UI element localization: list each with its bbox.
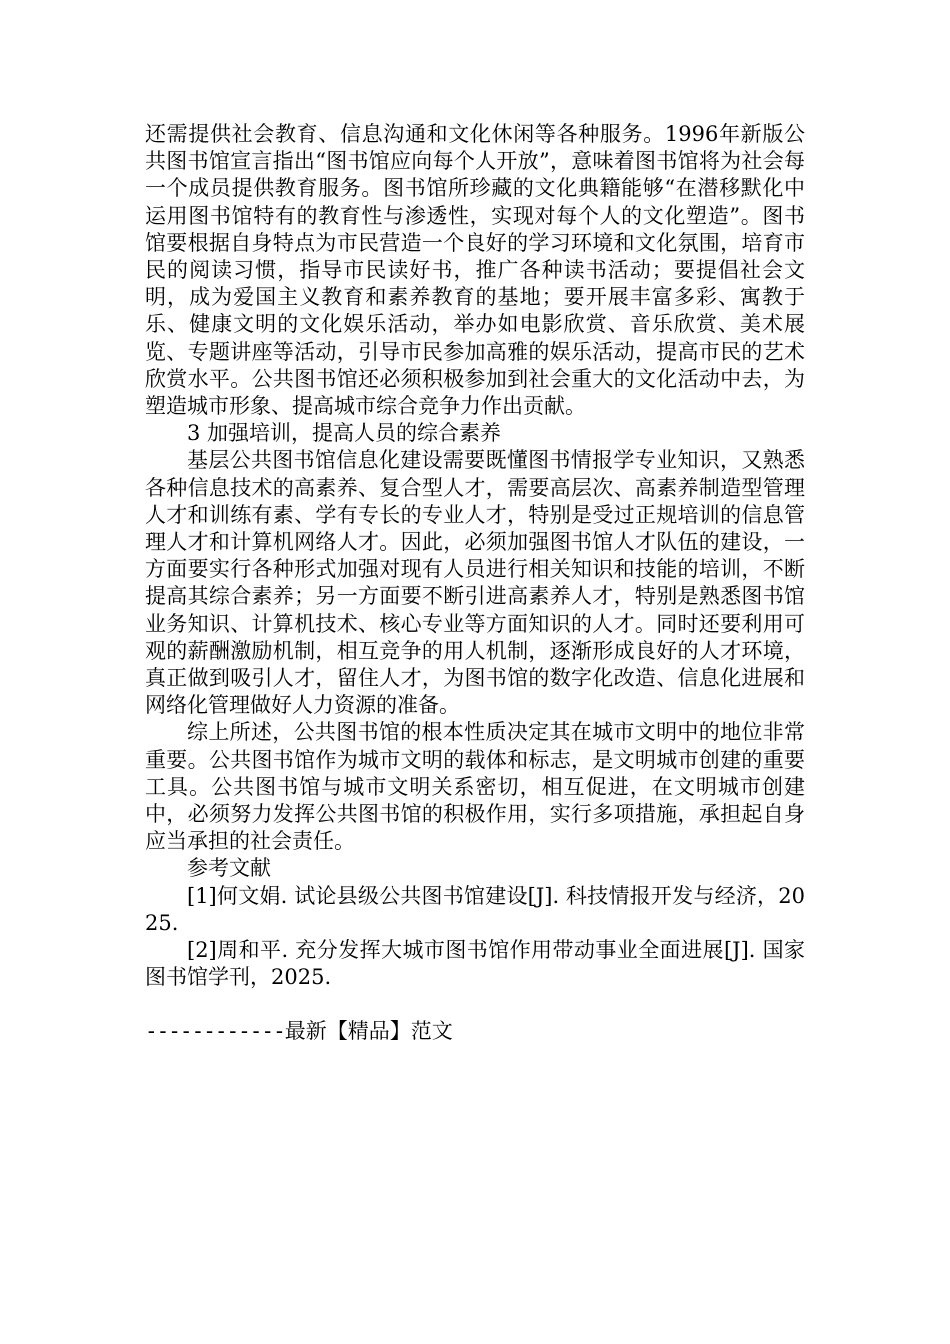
footer-label: 最新【精品】范文 [284,1019,453,1043]
section-heading-3: 3 加强培训，提高人员的综合素养 [187,421,502,446]
body-paragraph-2: 基层公共图书馆信息化建设需要既懂图书情报学专业知识，又熟悉各种信息技术的高素养、复合型人才，需要高层次、高素养制造型管理人才和训练有素、学有专长的专业人才，特别是受过正规培训的信息管理人才和计算机网络人才。因此，必须加强图书馆人才队伍的建设，一方面要实行各种形式加强对现有人员进行相关知识和技能的培训，不断提高其综合素养；另一方面要不断引进高素养人才，特别是熟悉图书馆业务知识、计算机技术、核心专业等方面知识的人才。同时还要利用可观的薪酬激励机制，相互竞争的用人机制，逐渐形成良好的人才环境，真正做到吸引人才，留住人才，为图书馆的数字化改造、信息化进展和网络化管理做好人力资源的准备。 [145,448,805,718]
footer-banner [145,1017,453,1045]
references-title: 参考文献 [187,856,271,881]
reference-item-1: [1]何文娟. 试论县级公共图书馆建设[J]. 科技情报开发与经济，2025. [145,883,805,935]
document-body [145,121,805,992]
body-paragraph-3: 综上所述，公共图书馆的根本性质决定其在城市文明中的地位非常重要。公共图书馆作为城市文明的载体和标志，是文明城市创建的重要工具。公共图书馆与城市文明关系密切，相互促进，在文明城市创建中，必须努力发挥公共图书馆的积极作用，实行多项措施，承担起自身应当承担的社会责任。 [145,720,805,854]
body-paragraph-1: 还需提供社会教育、信息沟通和文化休闲等各种服务。1996年新版公共图书馆宣言指出“图书馆应向每个人开放”，意味着图书馆将为社会每一个成员提供教育服务。图书馆所珍藏的文化典籍能够“在潜移默化中运用图书馆特有的教育性与渗透性，实现对每个人的文化塑造”。图书馆要根据自身特点为市民营造一个良好的学习环境和文化氛围，培育市民的阅读习惯，指导市民读好书，推广各种读书活动；要提倡社会文明，成为爱国主义教育和素养教育的基地；要开展丰富多彩、寓教于乐、健康文明的文化娱乐活动，举办如电影欣赏、音乐欣赏、美术展览、专题讲座等活动，引导市民参加高雅的娱乐活动，提高市民的艺术欣赏水平。公共图书馆还必须积极参加到社会重大的文化活动中去，为塑造城市形象、提高城市综合竞争力作出贡献。 [145,122,805,419]
footer-dashes: ------------ [145,1019,285,1043]
reference-item-2: [2]周和平. 充分发挥大城市图书馆作用带动事业全面进展[J]. 国家图书馆学刊，2025. [145,938,805,990]
